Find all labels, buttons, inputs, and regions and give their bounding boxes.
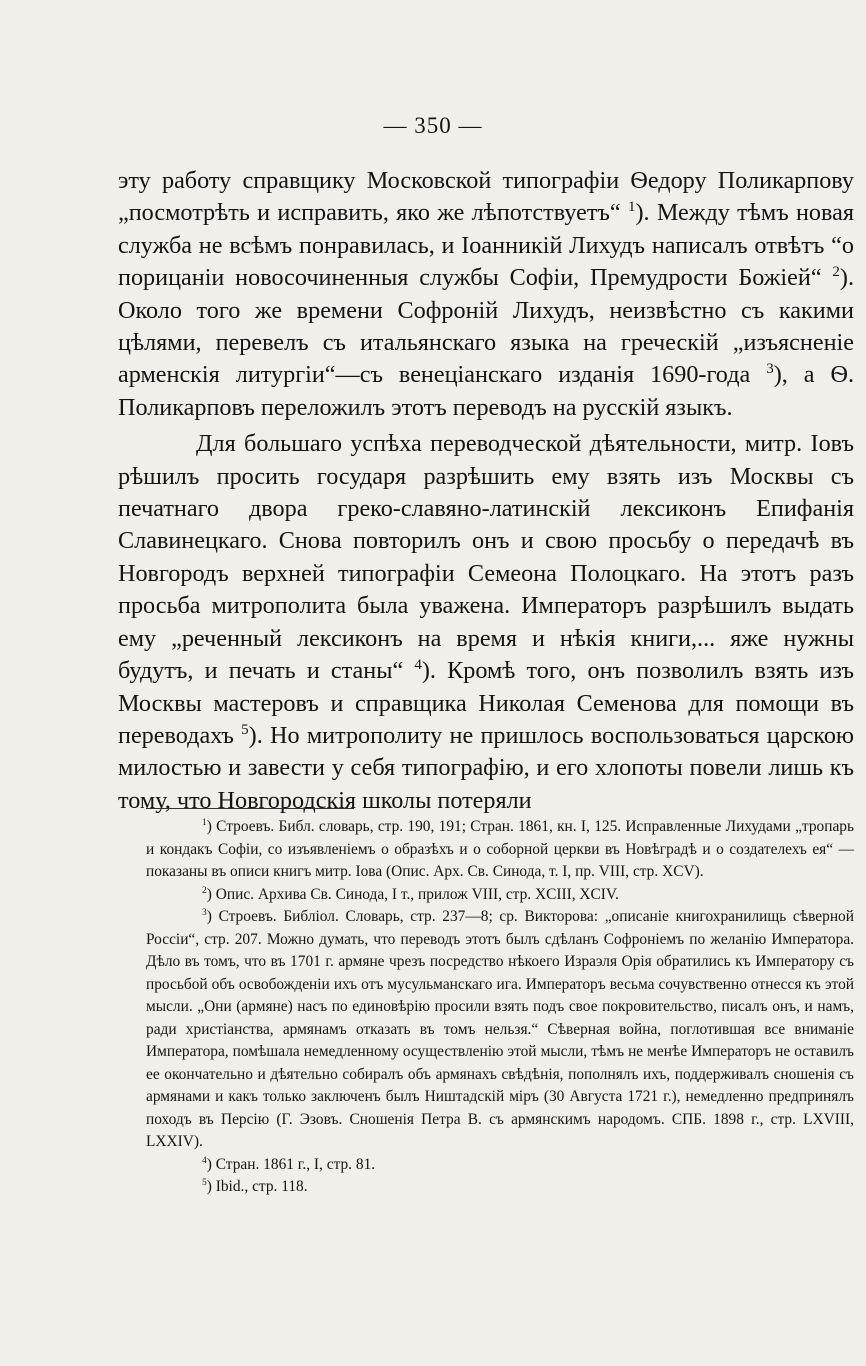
footnote-marker: 4	[202, 1154, 207, 1166]
paragraph-1	[118, 165, 854, 424]
main-text	[118, 165, 854, 817]
footnote-text: ) Опис. Архива Св. Синода, I т., прилож VIII, стр. XCIII, XCIV.	[206, 885, 619, 903]
footnote-divider	[146, 808, 354, 809]
footnote-3	[146, 906, 854, 1154]
footnote-1	[146, 816, 854, 884]
footnote-marker: 1	[202, 816, 207, 828]
text-run: Для большаго успѣха переводческой дѣятельности, митр. Іовъ рѣшилъ просить государя разрѣшить ему взять изъ Москвы съ печатнаго двора греко-славяно-латинскій лексиконъ Епифанія Славинецкаго. Снова повторилъ онъ и свою просьбу о передачѣ въ Новгородъ верхней типографіи Семеона Полоцкаго. На этотъ разъ просьба митрополита была уважена. Императоръ разрѣшилъ выдать ему „реченный лексиконъ на время и нѣкія книги,... яже нужны будутъ, и печать и станы“	[118, 430, 854, 685]
footnote-ref: 4	[414, 657, 422, 674]
footnote-text: ) Ibid., стр. 118.	[206, 1178, 308, 1195]
footnote-4	[146, 1154, 854, 1177]
footnote-marker: 3	[202, 906, 207, 918]
text-run: ). Между тѣмъ новая служба не всѣмъ понравилась, и Іоанникій Лихудъ написалъ отвѣтъ “о порицаніи новосочиненныя службы Софіи, Премудрости Божіей“	[118, 199, 854, 292]
footnote-ref: 5	[241, 721, 249, 738]
text-run: ), а Ѳ. Поликарповъ переложилъ этотъ переводъ на русскій языкъ.	[118, 361, 854, 421]
text-run: ). Но митрополиту не пришлось воспользоваться царскою милостью и завести у себя типографію, и его хлопоты повели лишь къ тому, что Новгородскія школы потеряли	[118, 721, 854, 814]
footnote-text: ) Строевъ. Библіол. Словарь, стр. 237—8; ср. Викторова: „описаніе книгохранилищь сѣверной Россіи“, стр. 207. Можно думать, что переводъ этотъ былъ сдѣланъ Софроніемъ по желанію Императора. Дѣло въ томъ, что въ 1701 г. армяне чрезъ посредство нѣкоего Израэля Орія обратились къ Императору съ просьбой объ освобожденіи ихъ отъ мусульманскаго ига. Императоръ весьма сочувственно отнесся къ этой мысли. „Они (армяне) насъ по единовѣрію просили взять подъ свое покровительство, писалъ онъ, и намъ, ради христіанства, армянамъ отказать въ томъ нельзя.“ Сѣверная война, поглотившая все вниманіе Императора, помѣшала немедленному осуществленію этой мысли, тѣмъ не менѣе Императоръ не оставилъ ее окончательно и дѣятельно собиралъ объ армянахъ свѣдѣнія, пополнялъ ихъ, поддерживалъ сношенія съ армянами и какъ только заключенъ былъ Ништадскій міръ (30 Августа 1721 г.), немедленно предпринялъ походъ въ Персію (Г. Эзовъ. Сношенія Петра В. съ армянскимъ народомъ. СПБ. 1898 г., стр. LXVIII, LXXIV).	[146, 908, 854, 1150]
footnote-5	[146, 1176, 854, 1199]
footnote-text: ) Стран. 1861 г., I, стр. 81.	[206, 1155, 376, 1173]
footnote-2	[146, 884, 854, 907]
footnote-marker: 5	[202, 1176, 207, 1188]
footnote-ref: 2	[832, 264, 840, 281]
footnote-ref: 1	[627, 199, 636, 216]
footnote-marker: 2	[202, 884, 207, 896]
text-run: ). Кромѣ того, онъ позволилъ взять изъ Москвы мастеровъ и справщика Николая Семенова для помощи въ переводахъ	[118, 657, 854, 749]
footnote-ref: 3	[766, 361, 774, 378]
text-run: эту работу справщику Московской типографіи Ѳедору Поликарпову „посмотрѣть и исправить, яко же лѣпотствуетъ“	[118, 167, 854, 227]
footnote-text: ) Строевъ. Библ. словарь, стр. 190, 191; Стран. 1861, кн. I, 125. Исправленные Лихудами „тропарь и кондакъ Софіи, со изъявленіемъ о образѣхъ и о соборной церкви въ Новѣградѣ и о создателехъ ея“ — показаны въ описи книгъ митр. Іова (Опис. Арх. Св. Синода, т. I, пр. VIII, стр. XCV).	[146, 818, 854, 880]
paragraph-2	[118, 428, 854, 817]
page-number: — 350 —	[383, 113, 483, 138]
footnotes	[146, 816, 854, 1199]
text-run: ). Около того же времени Софроній Лихудъ, неизвѣстно съ какими цѣлями, перевелъ съ итальянскаго языка на греческій „изъясненіе арменскія литургіи“—съ венеціанскаго изданія 1690-года	[118, 264, 854, 389]
